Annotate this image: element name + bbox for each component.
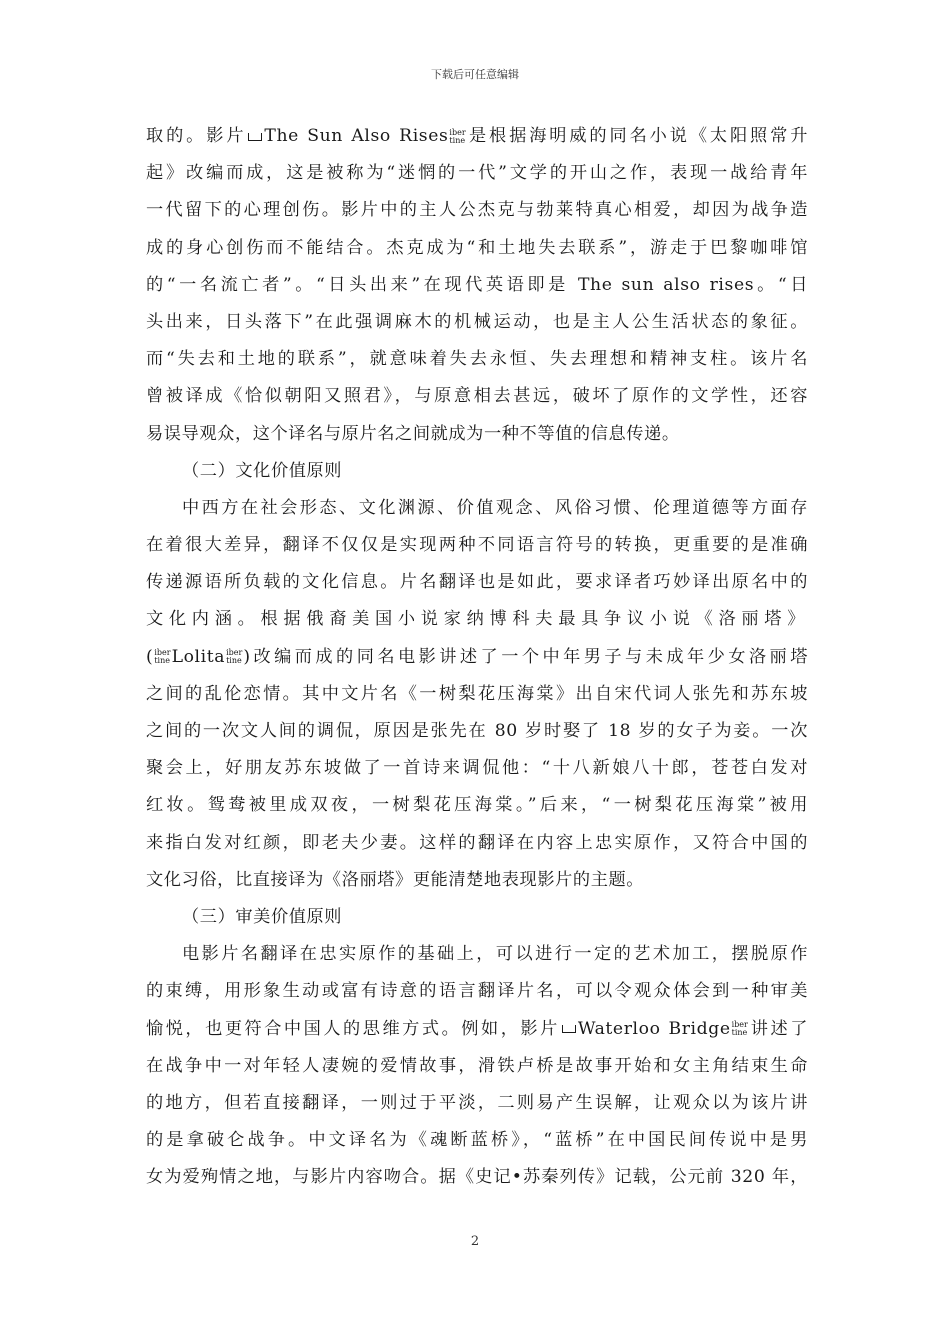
iber-tine-mark: iber tine	[226, 648, 243, 666]
text-line: 女为爱殉情之地，与影片内容吻合。据《史记•苏秦列传》记载，公元前 320 年，	[146, 1167, 808, 1188]
text-segment: 愉悦，也更符合中国人的思维方式。例如，影片	[146, 1018, 560, 1039]
text-line: 在着很大差异，翻译不仅仅是实现两种不同语言符号的转换，更重要的是准确	[146, 535, 808, 556]
page-number: 2	[470, 1234, 480, 1249]
text-segment: 取的。影片	[146, 126, 247, 146]
section-heading: （二）文化价值原则	[182, 460, 343, 481]
text-line: 的束缚，用形象生动或富有诗意的语言翻译片名，可以令观众体会到一种审美	[146, 981, 808, 1002]
text-line: 传递源语所负载的文化信息。片名翻译也是如此，要求译者巧妙译出原名中的	[146, 572, 808, 593]
text-line: 电影片名翻译在忠实原作的基础上，可以进行一定的艺术加工，摆脱原作	[182, 944, 808, 965]
iber-tine-mark: iber tine	[449, 127, 466, 145]
iber-tine-mark: iber tine	[154, 648, 171, 666]
text-line: 红妆。鸳鸯被里成双夜，一树梨花压海棠。”后来，“一树梨花压海棠”被用	[146, 795, 808, 816]
text-line: 而“失去和土地的联系”，就意味着失去永恒、失去理想和精神支柱。该片名	[146, 349, 808, 370]
text-line	[146, 639, 808, 676]
text-line: 中西方在社会形态、文化渊源、价值观念、风俗习惯、伦理道德等方面存	[182, 497, 808, 518]
document-body	[146, 118, 808, 1196]
text-segment: 是根据海明威的同名小说《太阳照常升	[466, 126, 809, 146]
text-line: 之间的一次文人间的调侃，原因是张先在 80 岁时娶了 18 岁的女子为妾。一次	[146, 721, 808, 741]
text-line: 曾被译成《恰似朝阳又照君》，与原意相去甚远，破坏了原作的文学性，还容	[146, 386, 808, 407]
text-line: 头出来，日头落下”在此强调麻木的机械运动，也是主人公生活状态的象征。	[146, 311, 808, 332]
text-segment: (	[146, 646, 154, 667]
text-line: 易误导观众，这个译名与原片名之间就成为一种不等值的信息传递。	[146, 423, 680, 444]
text-line: 成的身心创伤而不能结合。杰克成为“和土地失去联系”，游走于巴黎咖啡馆	[146, 237, 808, 258]
page-header: 下载后可任意编辑	[431, 68, 519, 81]
text-line: 之间的乱伦恋情。其中文片名《一树梨花压海棠》出自宋代词人张先和苏东坡	[146, 683, 808, 704]
iber-tine-mark: iber tine	[731, 1020, 748, 1037]
text-line	[146, 1011, 808, 1048]
text-segment: )改编而成的同名电影讲述了一个中年男子与未成年少女洛丽塔	[243, 646, 808, 667]
text-segment: 讲述了	[748, 1018, 808, 1039]
text-line	[146, 118, 808, 155]
text-line: 聚会上，好朋友苏东坡做了一首诗来调侃他：“十八新娘八十郎，苍苍白发对	[146, 758, 808, 779]
text-line: 在战争中一对年轻人凄婉的爱情故事，滑铁卢桥是故事开始和女主角结束生命	[146, 1055, 808, 1076]
bracket-mark-icon	[562, 1025, 576, 1033]
text-line: 一代留下的心理创伤。影片中的主人公杰克与勃莱特真心相爱，却因为战争造	[146, 200, 808, 221]
text-line: 文化内涵。根据俄裔美国小说家纳博科夫最具争议小说《洛丽塔》	[146, 609, 808, 630]
film-title-en: Lolita	[171, 646, 226, 667]
section-heading: （三）审美价值原则	[182, 906, 343, 927]
text-line: 的“一名流亡者”。“日头出来”在现代英语即是 The sun also rises。“日	[146, 274, 808, 295]
film-title-en: The Sun Also Rises	[264, 126, 449, 146]
text-line: 来指白发对红颜，即老夫少妻。这样的翻译在内容上忠实原作，又符合中国的	[146, 832, 808, 853]
text-line: 的是拿破仑战争。中文译名为《魂断蓝桥》，“蓝桥”在中国民间传说中是男	[146, 1130, 808, 1151]
text-line: 的地方，但若直接翻译，一则过于平淡，二则易产生误解，让观众以为该片讲	[146, 1092, 808, 1113]
bracket-mark-icon	[248, 133, 262, 141]
text-line: 文化习俗，比直接译为《洛丽塔》更能清楚地表现影片的主题。	[146, 869, 645, 890]
text-line: 起》改编而成，这是被称为“迷惘的一代”文学的开山之作，表现一战给青年	[146, 163, 808, 184]
film-title-en: Waterloo Bridge	[577, 1018, 731, 1039]
